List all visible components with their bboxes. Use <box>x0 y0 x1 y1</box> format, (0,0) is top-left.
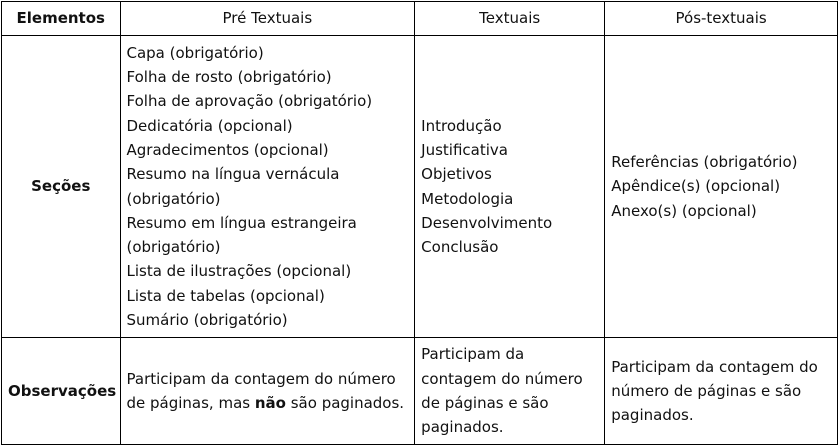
list-item: Anexo(s) (opcional) <box>611 201 757 220</box>
list-item: Capa (obrigatório) <box>126 43 264 62</box>
note-emphasis: não <box>254 394 286 412</box>
list-item: Conclusão <box>421 238 499 257</box>
list-item: (obrigatório) <box>126 189 221 208</box>
list-item: Lista de ilustrações (opcional) <box>126 262 352 281</box>
header-pre-textuais: Pré Textuais <box>120 2 415 36</box>
note-text: Participam da contagem do número de páginas e são paginados. <box>421 345 583 437</box>
list-item: Sumário (obrigatório) <box>126 310 288 329</box>
list-item: (obrigatório) <box>126 238 221 257</box>
sections-row <box>2 36 838 338</box>
observations-pre-textuais-cell <box>120 338 415 445</box>
list-item: Agradecimentos (opcional) <box>126 140 329 159</box>
list-item: Introdução <box>421 116 502 135</box>
list-item: Dedicatória (opcional) <box>126 116 293 135</box>
observations-textuais-cell <box>415 338 605 445</box>
list-item: Objetivos <box>421 165 492 184</box>
list-item: Justificativa <box>421 140 508 159</box>
observations-row-label: Observações <box>2 338 121 445</box>
header-elementos: Elementos <box>2 2 121 36</box>
list-item: Metodologia <box>421 189 514 208</box>
list-item: Desenvolvimento <box>421 213 553 232</box>
list-item: Apêndice(s) (opcional) <box>611 177 781 196</box>
sections-pos-textuais-cell <box>605 36 838 338</box>
sections-pre-textuais-cell <box>120 36 415 338</box>
header-textuais: Textuais <box>415 2 605 36</box>
sections-row-label: Seções <box>2 36 121 338</box>
observations-row <box>2 338 838 445</box>
list-item: Referências (obrigatório) <box>611 153 798 172</box>
list-item: Folha de aprovação (obrigatório) <box>126 92 373 111</box>
list-item: Folha de rosto (obrigatório) <box>126 68 332 87</box>
note-text-end: são paginados. <box>285 394 405 412</box>
list-item: Resumo em língua estrangeira <box>126 213 357 232</box>
list-item: Lista de tabelas (opcional) <box>126 286 325 305</box>
sections-textuais-cell <box>415 36 605 338</box>
note-text: Participam da contagem do número de páginas e são paginados. <box>611 357 818 425</box>
list-item: Resumo na língua vernácula <box>126 165 340 184</box>
header-row <box>2 2 838 36</box>
observations-pos-textuais-cell <box>605 338 838 445</box>
document-elements-table <box>1 1 838 445</box>
header-pos-textuais: Pós-textuais <box>605 2 838 36</box>
note-text-start: Participam da contagem do número de páginas, mas <box>126 369 396 412</box>
